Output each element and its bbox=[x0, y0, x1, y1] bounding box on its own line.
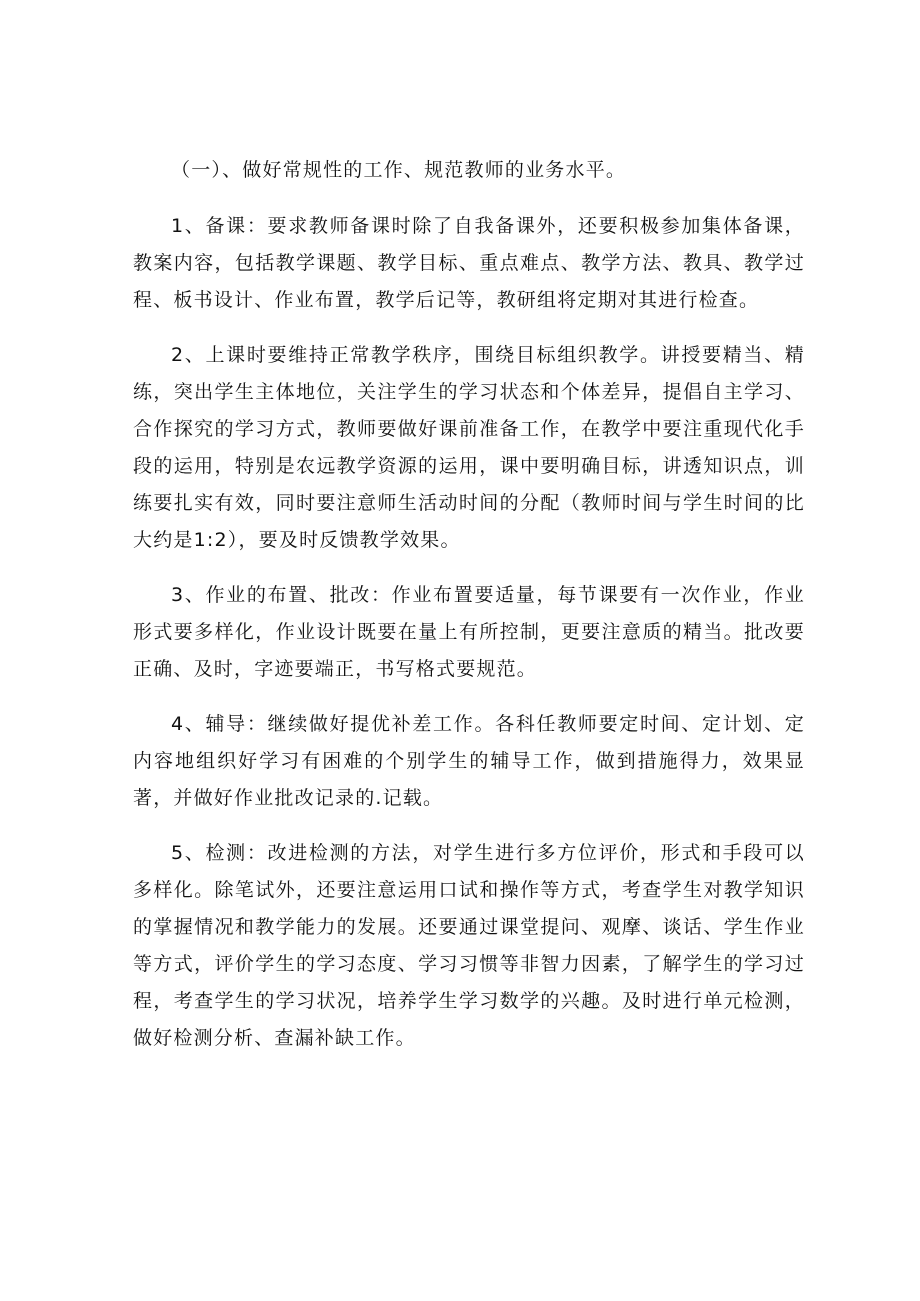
paragraph-homework: 3、作业的布置、批改：作业布置要适量，每节课要有一次作业，作业形式要多样化，作业设计既要在量上有所控制，更要注意质的精当。批改要正确、及时，字迹要端正，书写格式要规范。 bbox=[133, 584, 805, 680]
document-body bbox=[133, 152, 805, 1075]
section-heading: （一）、做好常规性的工作、规范教师的业务水平。 bbox=[171, 159, 627, 181]
paragraph-tutoring: 4、辅导：继续做好提优补差工作。各科任教师要定时间、定计划、定内容地组织好学习有困难的个别学生的辅导工作，做到措施得力，效果显著，并做好作业批改记录的.记载。 bbox=[133, 713, 805, 809]
paragraph-classroom-teaching: 2、上课时要维持正常教学秩序，围绕目标组织教学。讲授要精当、精练，突出学生主体地位，关注学生的学习状态和个体差异，提倡自主学习、合作探究的学习方式，教师要做好课前准备工作，在教学中要注重现代化手段的运用，特别是农远教学资源的运用，课中要明确目标，讲透知识点，训练要扎实有效，同时要注意师生活动时间的分配（教师时间与学生时间的比大约是1:2），要及时反馈教学效果。 bbox=[133, 344, 805, 551]
paragraph-lesson-prep: 1、备课：要求教师备课时除了自我备课外，还要积极参加集体备课，教案内容，包括教学课题、教学目标、重点难点、教学方法、教具、教学过程、板书设计、作业布置，教学后记等，教研组将定期对其进行检查。 bbox=[133, 215, 805, 311]
paragraph-assessment: 5、检测：改进检测的方法，对学生进行多方位评价，形式和手段可以多样化。除笔试外，还要注意运用口试和操作等方式，考查学生对教学知识的掌握情况和教学能力的发展。还要通过课堂提问、观摩、谈话、学生作业等方式，评价学生的学习态度、学习习惯等非智力因素，了解学生的学习过程，考查学生的学习状况，培养学生学习数学的兴趣。及时进行单元检测，做好检测分析、查漏补缺工作。 bbox=[133, 842, 805, 1049]
